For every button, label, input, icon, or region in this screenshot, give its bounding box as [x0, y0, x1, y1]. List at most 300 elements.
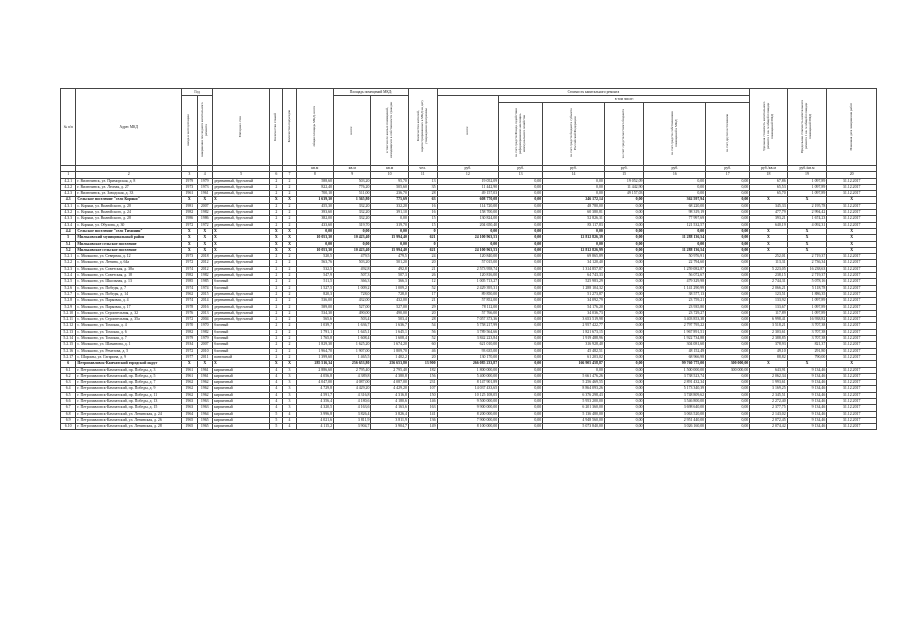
table-cell: 0 — [408, 228, 437, 234]
table-cell: 3 — [283, 367, 296, 373]
table-cell: 1978 — [182, 304, 197, 310]
table-cell: 123,51 — [750, 291, 787, 297]
table-cell: 4 — [283, 417, 296, 423]
table-cell: 2 573 958,74 — [437, 266, 499, 272]
table-cell: 10 053,30 — [296, 247, 333, 253]
table-cell: 362 597,94 — [644, 197, 706, 203]
table-cell: 4 047,00 — [296, 380, 333, 386]
table-cell: 366,3 — [334, 279, 371, 285]
table-cell: 28 — [408, 191, 437, 197]
table-cell: 31.12.2017 — [827, 354, 877, 360]
header-year-repair: завершения последнего капитального ремонта — [197, 96, 212, 166]
table-cell: 640,19 — [750, 222, 787, 228]
row-number-cell: 4.3.3 — [61, 216, 76, 222]
table-cell: 16 938,82 — [787, 317, 827, 323]
table-cell: 0,00 — [706, 178, 750, 184]
table-cell: 1982 — [182, 329, 197, 335]
table-cell: 1 886,35 — [787, 291, 827, 297]
table-cell: 820,3 — [296, 291, 333, 297]
table-cell: 7 057 373,36 — [437, 317, 499, 323]
table-cell: 2 143,02 — [750, 411, 787, 417]
header-premises-area: Площадь помещений МКД: — [334, 89, 409, 96]
row-number-cell: 5.2.6 — [61, 285, 76, 291]
table-cell: 2 — [283, 342, 296, 348]
address-cell: с. Мильково, ул. Школьная, д. 13 — [76, 279, 182, 285]
table-cell: 479,5 — [334, 254, 371, 260]
table-cell: 4 021,6 — [296, 417, 333, 423]
unit-cell: руб. — [543, 166, 605, 172]
table-cell: X — [270, 247, 283, 253]
table-cell: 1 365,80 — [334, 197, 371, 203]
table-cell: 4 115,2 — [296, 424, 333, 430]
table-cell: X — [750, 241, 787, 247]
table-cell: 1 314 857,87 — [543, 266, 605, 272]
table-cell: 77 997,69 — [644, 216, 706, 222]
table-cell: деревянный, брусчатый — [212, 191, 269, 197]
table-cell: 0,00 — [706, 310, 750, 316]
table-cell: 1 636,7 — [371, 323, 408, 329]
table-cell: X — [750, 361, 787, 367]
table-cell: 1 288 104,32 — [543, 285, 605, 291]
table-cell: 68 220,00 — [644, 203, 706, 209]
table-cell: 0,00 — [499, 298, 543, 304]
table-cell: 2010 — [197, 348, 212, 354]
table-cell: 503,20 — [334, 178, 371, 184]
unit-cell: руб. — [499, 166, 543, 172]
table-cell: 0,00 — [334, 241, 371, 247]
table-cell: 63 — [408, 197, 437, 203]
table-cell: 9 134,46 — [787, 398, 827, 404]
row-number-cell: 6.10 — [61, 424, 76, 430]
table-cell: 5 661 476,26 — [543, 373, 605, 379]
header-cost-region: за счет средств бюджета субъекта Российской Федерации — [543, 103, 605, 166]
table-cell: 0,00 — [706, 336, 750, 342]
unit-cell: руб. — [644, 166, 706, 172]
table-cell: 130 824,00 — [437, 216, 499, 222]
row-number-cell: 5.2.10 — [61, 310, 76, 316]
table-cell: 503,20 — [334, 260, 371, 266]
table-cell: 0,00 — [604, 273, 644, 279]
table-cell: 527,00 — [371, 304, 408, 310]
table-cell: 1 639,30 — [296, 197, 333, 203]
table-cell: 2 — [283, 304, 296, 310]
address-cell: г. Петропавловск-Камчатский, пр. Победы, д. 15 — [76, 405, 182, 411]
table-cell: X — [197, 197, 212, 203]
table-cell: 2 — [283, 260, 296, 266]
table-cell: 24 100 963,53 — [437, 247, 499, 253]
table-cell: 492,8 — [334, 266, 371, 272]
table-cell: 2 — [270, 203, 283, 209]
table-cell: 15 — [408, 216, 437, 222]
table-cell: 4 — [270, 367, 283, 373]
table-cell: 5 173 340,39 — [644, 386, 706, 392]
table-cell: X — [212, 197, 269, 203]
table-cell: 1965 — [182, 424, 197, 430]
table-cell: 19 052,09 — [437, 178, 499, 184]
header-cost-local: за счет средств местного бюджета — [604, 103, 644, 166]
table-cell: 31.12.2017 — [827, 266, 877, 272]
table-cell: 15 — [408, 222, 437, 228]
table-cell: 1979 — [182, 336, 197, 342]
table-cell: 23 729,27 — [644, 310, 706, 316]
table-cell: 1 645,1 — [371, 329, 408, 335]
table-cell: 432,00 — [371, 298, 408, 304]
table-cell: 520,5 — [296, 254, 333, 260]
table-cell: 775,69 — [371, 197, 408, 203]
address-cell: с. Коряки, ул. Вилюйского, д. 24 — [76, 210, 182, 216]
address-cell: с. Мильково, ул. Ремезова, д. 5 — [76, 348, 182, 354]
table-cell: 2 — [270, 279, 283, 285]
table-cell: 54 176,20 — [543, 304, 605, 310]
table-cell: X — [283, 241, 296, 247]
table-cell: 0 — [408, 241, 437, 247]
table-cell: 4 389,8 — [334, 373, 371, 379]
table-cell: 2 — [270, 216, 283, 222]
table-cell: 31.12.2017 — [827, 279, 877, 285]
table-cell: 0,00 — [604, 197, 644, 203]
table-cell: 0,00 — [706, 398, 750, 404]
table-cell: 0,00 — [499, 317, 543, 323]
table-cell: X — [750, 197, 787, 203]
table-cell: 4 — [270, 380, 283, 386]
table-cell: 130 170,00 — [437, 354, 499, 360]
unit-cell: руб. — [604, 166, 644, 172]
table-cell: 2 795,40 — [334, 367, 371, 373]
table-cell: 621 — [408, 247, 437, 253]
table-cell: 304 081,60 — [644, 342, 706, 348]
table-cell: 31.12.2017 — [827, 184, 877, 190]
header-total-area: общая площадь МКД, всего — [296, 89, 333, 166]
unit-cell: руб./кв.м — [787, 166, 827, 172]
table-cell: 31.12.2017 — [827, 367, 877, 373]
table-cell: 0,00 — [499, 367, 543, 373]
table-cell: X — [182, 197, 197, 203]
table-cell: 1979 — [182, 178, 197, 184]
row-number-cell: 5.2.4 — [61, 273, 76, 279]
table-cell: 0,00 — [543, 184, 605, 190]
table-cell: 0,00 — [706, 405, 750, 411]
table-cell: 2 — [270, 342, 283, 348]
table-cell: 3 403 853,38 — [644, 317, 706, 323]
table-cell: 28 — [408, 317, 437, 323]
header-max-cost: Предельная стоимость капитального ремонта 1 кв. м общей площади помещений МКД — [787, 89, 827, 166]
table-cell: 4 316,8 — [371, 392, 408, 398]
table-cell: 2 — [283, 191, 296, 197]
table-cell: 51 273,87 — [543, 291, 605, 297]
table-cell: 2 — [270, 291, 283, 297]
table-cell: 61 203,02 — [543, 354, 605, 360]
table-cell: 621 010,00 — [437, 342, 499, 348]
table-cell: 121 532,57 — [644, 222, 706, 228]
table-cell: 285 516,34 — [296, 361, 333, 367]
table-cell: 31.12.2017 — [827, 285, 877, 291]
row-number-cell: 5 — [61, 235, 76, 241]
table-cell: 3 518,21 — [750, 323, 787, 329]
table-cell: 1977 — [182, 354, 197, 360]
address-cell: г. Петропавловск-Камчатский, пр. Победы, д. 5 — [76, 373, 182, 379]
unit-cell: руб. — [706, 166, 750, 172]
table-cell: 0,00 — [706, 354, 750, 360]
table-cell: 114 720,00 — [437, 203, 499, 209]
table-cell: 477,79 — [750, 210, 787, 216]
table-cell: 22 794,60 — [644, 260, 706, 266]
table-cell: 0,00 — [499, 361, 543, 367]
table-cell: 31.12.2017 — [827, 191, 877, 197]
table-cell: X — [270, 228, 283, 234]
table-cell: 0,00 — [499, 424, 543, 430]
table-cell: 133,92 — [750, 298, 787, 304]
table-cell: 0,00 — [499, 291, 543, 297]
table-cell: 2 303,61 — [750, 329, 787, 335]
column-number-cell: 16 — [644, 172, 706, 178]
table-cell: 38 577,13 — [644, 291, 706, 297]
table-cell: 163 — [408, 405, 437, 411]
table-cell: 31.12.2017 — [827, 304, 877, 310]
table-cell: 490,00 — [334, 310, 371, 316]
table-cell: 1 645,1 — [334, 329, 371, 335]
table-cell: 2 719,37 — [787, 273, 827, 279]
table-cell: панельный — [212, 354, 269, 360]
table-body — [61, 178, 877, 430]
column-number-cell: 8 — [296, 172, 333, 178]
table-cell: X — [212, 241, 269, 247]
table-cell: 0,00 — [706, 228, 750, 234]
table-cell: 4 729,8 — [296, 386, 333, 392]
table-cell: 1 465,5 — [334, 354, 371, 360]
table-cell: 107 — [408, 386, 437, 392]
table-cell: 14 037 433,65 — [437, 386, 499, 392]
table-cell: X — [197, 247, 212, 253]
table-cell: 1 993,61 — [750, 380, 787, 386]
table-cell: 527,00 — [334, 304, 371, 310]
table-cell: 46 — [408, 348, 437, 354]
table-cell: 300 000,00 — [706, 361, 750, 367]
table-cell: 1986 — [182, 216, 197, 222]
table-cell: 11 288 136,54 — [644, 235, 706, 241]
table-cell: 1962 — [182, 291, 197, 297]
table-cell: 1964 — [197, 411, 212, 417]
table-cell: 432,00 — [334, 298, 371, 304]
table-cell: 0,00 — [706, 392, 750, 398]
table-cell: 204 650,40 — [437, 222, 499, 228]
table-cell: 2 — [283, 354, 296, 360]
table-cell: 3 789 564,66 — [437, 329, 499, 335]
table-cell: 821,37 — [787, 342, 827, 348]
table-cell: 10 053,30 — [296, 235, 333, 241]
table-cell: 20 — [408, 354, 437, 360]
table-cell: 16 — [408, 203, 437, 209]
table-cell: 0,00 — [499, 398, 543, 404]
table-cell: 1973 — [182, 184, 197, 190]
table-cell: 2 — [270, 317, 283, 323]
table-cell: 4 163,6 — [371, 405, 408, 411]
table-cell: 0,00 — [604, 235, 644, 241]
table-cell: 16 — [408, 210, 437, 216]
table-cell: 0,00 — [706, 266, 750, 272]
table-cell: 0,00 — [706, 386, 750, 392]
table-cell: 31.12.2017 — [827, 411, 877, 417]
table-cell: 2 — [270, 266, 283, 272]
table-cell: 589,00 — [296, 304, 333, 310]
table-cell: 9 500 000,00 — [437, 398, 499, 404]
table-cell: 231 — [408, 380, 437, 386]
table-cell: 4 948 560,00 — [543, 417, 605, 423]
table-cell: деревянный, брусчатый — [212, 254, 269, 260]
table-cell: 4 056,8 — [296, 373, 333, 379]
column-number-cell: 7 — [283, 172, 296, 178]
table-cell: 31.12.2017 — [827, 216, 877, 222]
table-cell: 2 — [270, 298, 283, 304]
table-cell: 93 635,00 — [437, 348, 499, 354]
table-cell: 0,00 — [604, 323, 644, 329]
table-cell: 2 — [270, 304, 283, 310]
table-cell: 776,20 — [334, 184, 371, 190]
table-cell: 608 770,08 — [437, 197, 499, 203]
table-cell: 21 — [408, 266, 437, 272]
table-cell: 0,00 — [499, 203, 543, 209]
table-cell: 68 966,98 — [644, 354, 706, 360]
address-cell: Сельское поселение "село Коряки" — [76, 197, 182, 203]
table-cell: 2 — [270, 254, 283, 260]
table-cell: 0,00 — [604, 386, 644, 392]
table-cell: 10 423,40 — [334, 235, 371, 241]
table-cell: 1961 — [197, 367, 212, 373]
table-cell: 31.12.2017 — [827, 260, 877, 266]
table-cell: 31.12.2017 — [827, 373, 877, 379]
table-cell: 0,00 — [604, 329, 644, 335]
table-cell: 6 201 360,00 — [543, 405, 605, 411]
table-cell: 2 — [283, 323, 296, 329]
table-cell: 113,31 — [750, 260, 787, 266]
table-cell: 0,00 — [499, 191, 543, 197]
table-cell: 5 400 000,00 — [437, 373, 499, 379]
table-cell: деревянный, брусчатый — [212, 260, 269, 266]
row-number-cell: 5.2 — [61, 247, 76, 253]
table-cell: 0,00 — [706, 241, 750, 247]
table-cell: X — [750, 228, 787, 234]
row-number-cell: 4.4 — [61, 228, 76, 234]
header-cost-total: всего: — [437, 96, 499, 166]
table-cell: 532,5 — [296, 266, 333, 272]
table-cell: 5 — [270, 424, 283, 430]
table-cell: 9 134,46 — [787, 392, 827, 398]
table-cell: 10 423,40 — [334, 247, 371, 253]
row-number-cell: 5.2.15 — [61, 342, 76, 348]
table-cell: 0,00 — [499, 342, 543, 348]
address-cell: с. Мильково, ул. Томская, д. 7 — [76, 336, 182, 342]
table-cell: X — [787, 361, 827, 367]
table-cell: 1 636,7 — [334, 323, 371, 329]
table-cell: 728,0 — [334, 291, 371, 297]
table-cell: 1 964,70 — [296, 348, 333, 354]
table-cell: 507,3 — [334, 273, 371, 279]
row-number-cell: 4.3.4 — [61, 222, 76, 228]
table-cell: 490,00 — [371, 310, 408, 316]
repair-program-table-sheet — [60, 88, 877, 430]
table-cell: 0,00 — [334, 228, 371, 234]
table-cell: 2 — [283, 310, 296, 316]
table-cell: 0,00 — [543, 367, 605, 373]
table-cell: X — [283, 247, 296, 253]
table-cell: 31.12.2017 — [827, 405, 877, 411]
table-cell: 1 097,89 — [787, 304, 827, 310]
table-cell: 0,00 — [371, 241, 408, 247]
table-cell: X — [750, 235, 787, 241]
table-cell: X — [270, 361, 283, 367]
table-cell: 1934 — [182, 342, 197, 348]
table-cell: 2011 — [197, 354, 212, 360]
table-cell: 565,6 — [296, 317, 333, 323]
table-cell: 0,00 — [604, 260, 644, 266]
table-cell: 12 812 826,99 — [543, 247, 605, 253]
table-cell: 700,10 — [296, 191, 333, 197]
row-number-cell: 6.6 — [61, 398, 76, 404]
table-cell: 5 758 217,99 — [437, 323, 499, 329]
table-cell: X — [787, 247, 827, 253]
table-cell: 291,80 — [787, 348, 827, 354]
table-cell: 345,33 — [750, 203, 787, 209]
table-cell: 378,93 — [750, 342, 787, 348]
table-cell: 0,00 — [706, 254, 750, 260]
address-cell: с. Мильково, ул. Победы, д. 7 — [76, 285, 182, 291]
row-number-cell: 5.2.11 — [61, 317, 76, 323]
table-cell: 1 402,2 — [371, 354, 408, 360]
row-number-cell: 6 — [61, 361, 76, 367]
table-cell: 10 125 108,05 — [437, 392, 499, 398]
table-cell: деревянный, брусчатый — [212, 203, 269, 209]
row-number-cell: 5.2.17 — [61, 354, 76, 360]
table-cell: блочный — [212, 342, 269, 348]
unit-cell: руб. — [437, 166, 499, 172]
table-cell: 1974 — [182, 285, 197, 291]
repair-program-table — [60, 88, 877, 430]
table-cell: деревянный, брусчатый — [212, 317, 269, 323]
table-cell: 3 546 800,00 — [644, 398, 706, 404]
address-cell: г. Петропавловск-Камчатский, ул. Ленинская, д. 24 — [76, 411, 182, 417]
address-cell: г. Петропавловск-Камчатский, ул. Ленинская, д. 28 — [76, 424, 182, 430]
table-cell: X — [827, 197, 877, 203]
table-cell: 1981 — [182, 203, 197, 209]
table-cell: 31.12.2017 — [827, 386, 877, 392]
table-cell: 588,60 — [296, 178, 333, 184]
address-cell: с. Мильково, ул. Шаманова, д. 1 — [76, 342, 182, 348]
table-cell: 2018 — [197, 254, 212, 260]
table-cell: 117,89 — [750, 310, 787, 316]
table-cell: 479 329,98 — [644, 279, 706, 285]
row-number-cell: 5.2.12 — [61, 323, 76, 329]
address-cell: с. Мильково, ул. Советская, д. 38а — [76, 266, 182, 272]
table-cell: 2016 — [197, 304, 212, 310]
table-cell: 0,00 — [437, 241, 499, 247]
table-cell: 0,00 — [644, 241, 706, 247]
table-cell: 98 319,19 — [644, 210, 706, 216]
table-cell: 31.12.2017 — [827, 178, 877, 184]
table-cell: 31.12.2017 — [827, 398, 877, 404]
table-cell: 0,00 — [604, 348, 644, 354]
table-cell: 0,00 — [604, 411, 644, 417]
table-cell: кирпичный — [212, 405, 269, 411]
table-cell: X — [787, 228, 827, 234]
table-cell: 0,00 — [706, 222, 750, 228]
table-cell: 4 092,31 — [787, 222, 827, 228]
table-cell: 1 922 734,88 — [644, 336, 706, 342]
table-cell: 728,0 — [371, 291, 408, 297]
table-cell: 133,67 — [750, 304, 787, 310]
table-cell: 2 — [270, 273, 283, 279]
table-cell: 1 259 082,87 — [644, 266, 706, 272]
table-cell: 9 134,46 — [787, 367, 827, 373]
table-cell: 2 — [283, 298, 296, 304]
